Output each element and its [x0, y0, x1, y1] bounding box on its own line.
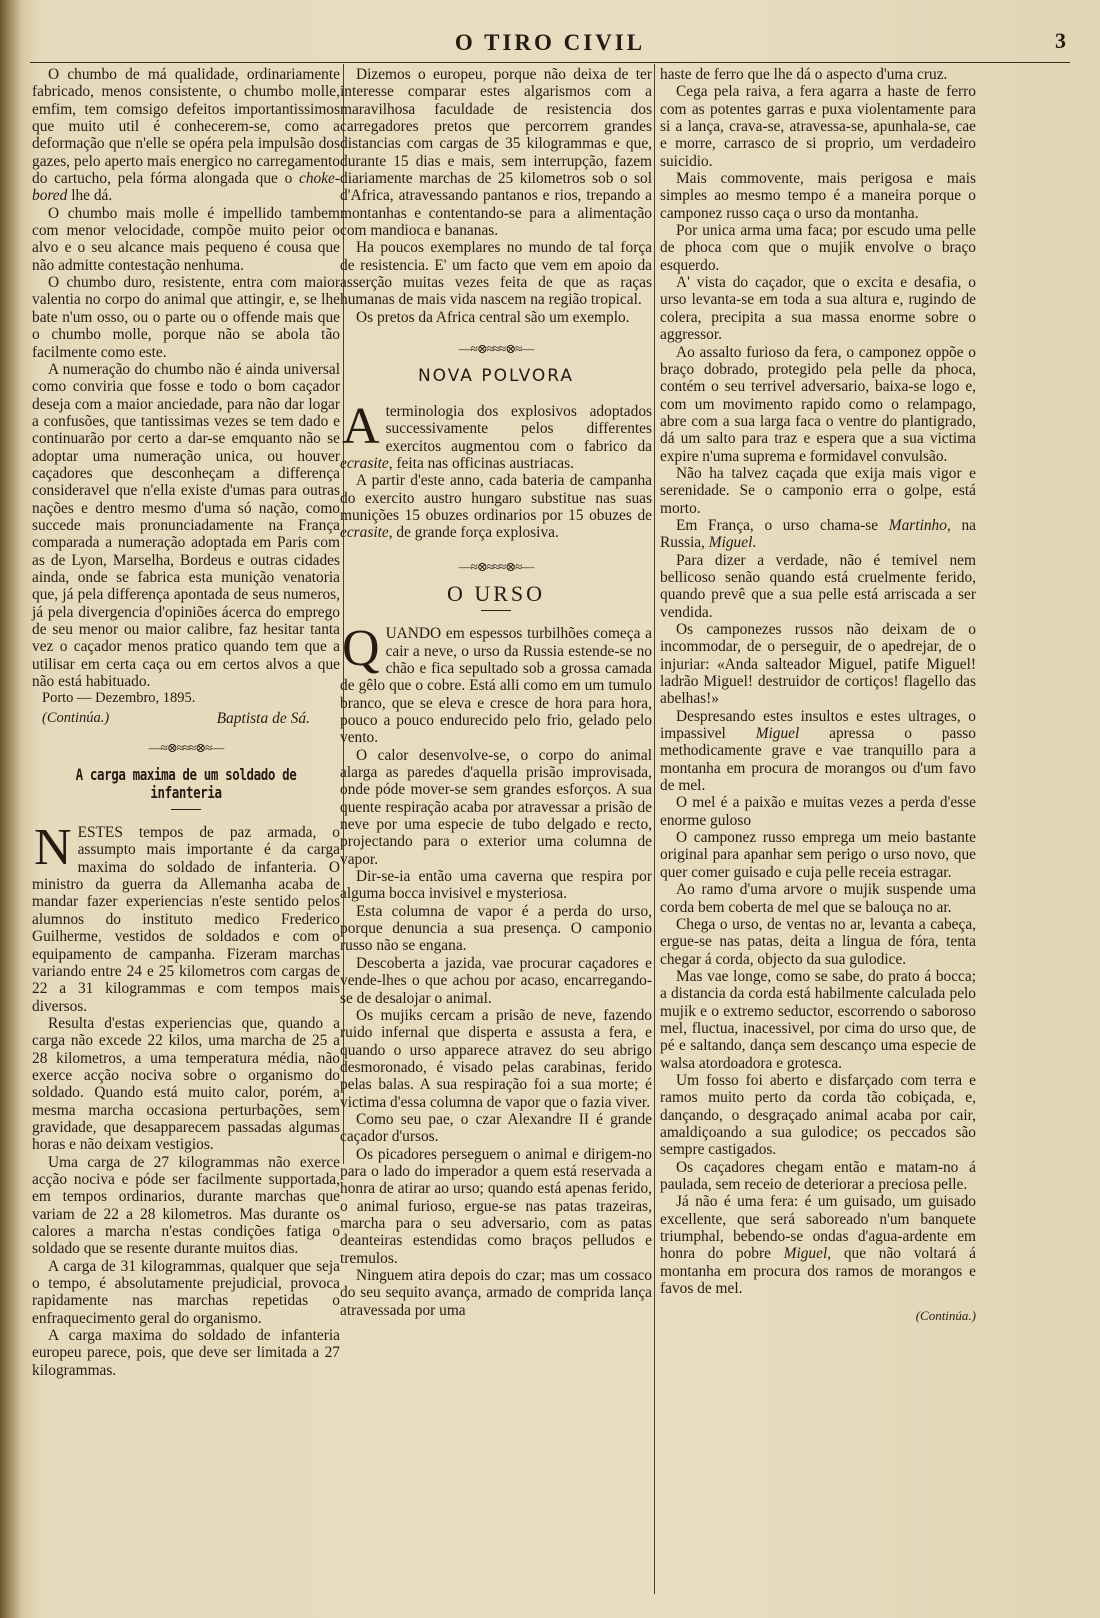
- drop-cap: Q: [342, 620, 380, 678]
- paragraph: A carga maxima do soldado de infanteria europeu parece, pois, que deve ser limitada a 27 kilogrammas.: [32, 1327, 340, 1379]
- paragraph: Cega pela raiva, a fera agarra a haste de ferro com as potentes garras e puxa violentamente para si a lança, crava-se, atravessa-se, apunhala-se, cae e morre, carrasco de si proprio, um verdadeiro suicidio.: [660, 83, 976, 170]
- paragraph: NESTES tempos de paz armada, o assumpto mais importante é da carga maxima do soldado de infanteria. O ministro da guerra da Allemanha acaba de mandar fazer experiencias n'este sentido pelos alumnos do instituto medico Frederico Guilherme, vestidos de soldados e com o equipamento de campanha. Fizeram marchas variando entre 24 e 25 kilometros com cargas de 22 a 31 kilogrammas e com tempos mais diversos.: [32, 819, 341, 1015]
- column-left: [32, 66, 340, 1379]
- paragraph: Para dizer a verdade, não é temivel nem bellicoso senão quando está cruelmente ferido, quando prevê que a sua pelle está arriscada a ser vendida.: [660, 551, 976, 621]
- continua-note: (Continúa.): [915, 1308, 976, 1324]
- paragraph: Dir-se-ia então uma caverna que respira por alguma bocca invisivel e mysteriosa.: [340, 868, 652, 903]
- paragraph: Despresando estes insultos e estes ultrages, o impassivel Miguel apressa o passo methodicamente grave e vae tranquillo para a montanha em procura de morangos ou d'um favo de mel.: [660, 707, 976, 795]
- paragraph: Ao ramo d'uma arvore o mujik suspende uma corda bem coberta de mel que se balouça no ar.: [660, 881, 976, 916]
- paragraph: O calor desenvolve-se, o corpo do animal alarga as paredes d'aquella prisão improvisada, onde póde mover-se sem grandes esforços. A sua quente respiração acaba por atravessar a prisão de neve por uma especie de tubo delgado e recto, projectando para o exterior uma columna de vapor.: [340, 746, 652, 868]
- paragraph: Os pretos da Africa central são um exemplo.: [356, 308, 630, 326]
- paragraph: Chega o urso, de ventas no ar, levanta a cabeça, ergue-se nas patas, deita a lingua de fóra, tenta chegar á corda, objecto da sua gulodice.: [660, 915, 976, 968]
- paragraph: Os mujiks cercam a prisão de neve, fazendo ruido infernal que disperta e assusta a fera, e quando o urso apparece atravez do seu abrigo desmoronado, é visado pelas carabinas, ferido pelas balas. A sua respiração foi a sua morte; é victima d'essa columna de vapor que o fazia viver.: [340, 1006, 652, 1111]
- paragraph: Os caçadores chegam então e matam-no á paulada, sem receio de deteriorar a preciosa pelle.: [660, 1158, 976, 1193]
- paragraph: Os camponezes russos não deixam de o incommodar, de o perseguir, de o apedrejar, de o injuriar: «Anda salteador Miguel, patife Miguel! ladrão Miguel! destruidor de cortiços! flagello das abelhas!»: [660, 621, 976, 708]
- short-rule: [481, 610, 511, 611]
- column-right: [660, 66, 976, 1325]
- ornament-divider: —≈⊗≈≈≈⊗≈—: [148, 740, 224, 756]
- paragraph: Mas vae longe, como se sabe, do prato á bocca; a distancia da corda está habilmente calculada pelo mujik e o extremo seductor, escorrendo o saboroso mel, fluctua, inacessivel, por cima do urso que, de pé e saltando, dança sem descanço uma especie de walsa atordoadora e grotesca.: [660, 967, 976, 1072]
- paragraph: Esta columna de vapor é a perda do urso, porque denuncia a sua presença. O camponio russo não se engana.: [340, 902, 652, 955]
- signature-line: [32, 710, 340, 727]
- paragraph: A carga de 31 kilogrammas, qualquer que seja o tempo, é absolutamente prejudicial, provoca rapidamente nas marchas repetidas o enfraquecimento geral do organismo.: [32, 1257, 340, 1327]
- paragraph: Mais commovente, mais perigosa e mais simples ao mesmo tempo é a maneira porque o camponez russo caça o urso da montanha.: [660, 170, 976, 222]
- column-middle: [340, 66, 652, 1319]
- drop-cap: A: [342, 397, 380, 455]
- paragraph: Como seu pae, o czar Alexandre II é grande caçador d'ursos.: [340, 1110, 652, 1146]
- paragraph: O chumbo mais molle é impellido tambem com menor velocidade, compõe muito peior o alvo e o seu alcance mais pequeno é cousa que não admitte contestação nenhuma.: [32, 204, 340, 274]
- article-heading: NOVA POLVORA: [417, 365, 575, 386]
- short-rule: [171, 809, 201, 810]
- paragraph: Já não é uma fera: é um guisado, um guisado excellente, que será saboreado n'um banquete triumphal, bebendo-se ondas d'agua-ardente em honra do pobre Miguel, que não voltará á montanha em procura dos ramos de morangos e favos de mel.: [660, 1193, 976, 1298]
- dateline: Porto — Dezembro, 1895.: [42, 690, 196, 707]
- paragraph: Dizemos o europeu, porque não deixa de ter interesse comparar estes algarismos com a maravilhosa faculdade de resistencia dos carregadores pretos que percorrem grandes distancias com cargas de 35 kilogrammas e que, durante 15 dias e mais, sem interrupção, fazem diariamente marchas de 25 kilometros sob o sol d'Africa, atravessando pantanos e rios, trepando a montanhas e contentando-se para a alimentação com mandioca e bananas.: [340, 66, 652, 240]
- page-header: [30, 22, 1070, 63]
- paragraph: A' vista do caçador, que o excita e desafia, o urso levanta-se em toda a sua altura e, rugindo de colera, precipita a sua massa enorme sobre o aggressor.: [660, 274, 976, 344]
- paragraph: Não ha talvez caçada que exija mais vigor e serenidade. Se o camponio erra o golpe, está morto.: [660, 464, 976, 517]
- paragraph: O chumbo de má qualidade, ordinariamente fabricado, menos consistente, o chumbo molle, emfim, tem comsigo defeitos importantissimos que muito util é conhecerem-se, como a deformação que n'elle se opéra pela impulsão dos gazes, pelo aperto mais energico no carregamento do cartucho, pela fórma alongada que o choke-bored lhe dá.: [32, 66, 340, 205]
- paragraph: Ha poucos exemplares no mundo de tal força de resistencia. E' um facto que vem em apoio da asserção muitas vezes feita de que as raças humanas de mais vida nascem na região tropical.: [340, 239, 652, 309]
- paragraph: Uma carga de 27 kilogrammas não exerce acção nociva e póde ser facilmente supportada, em tempos ordinarios, durante marchas que variam de 22 a 28 kilometros. Mas durante os calores a marcha n'estas condições fatiga o soldado que se resente durante muitos dias.: [32, 1153, 340, 1258]
- article-heading: A carga maxima de um soldado de infanteria: [75, 765, 297, 802]
- paragraph: Em França, o urso chama-se Martinho, na Russia, Miguel.: [660, 516, 976, 552]
- continua-note: (Continúa.): [42, 709, 110, 726]
- paragraph: O chumbo duro, resistente, entra com maior valentia no corpo do animal que attingir, e, se lhe bate n'um osso, ou o parte ou o offende mais que o chumbo molle, porque não se abola tão facilmente como este.: [32, 274, 340, 361]
- column-divider: [654, 64, 655, 1594]
- paragraph: haste de ferro que lhe dá o aspecto d'uma cruz.: [660, 66, 948, 83]
- paragraph: A numeração do chumbo não é ainda universal como conviria que fosse e todo o bom caçador deseja com a maior anciedade, para não dar logar a confusões, que tantissimas vezes se tem dado e continuarão por certo a dar-se emquanto não se adoptar uma numeração unica, ou houver caçadores que desconheçam a differença consideravel que n'ella existe d'umas para outras nações e dentro mesmo d'uma só nação, como succede mais pronunciadamente na França comparada a numeração adoptada em Paris com as de Lyon, Marselha, Bordeus e outras cidades ainda, onde se fabrica esta munição venatoria que, já pela differença apontada de seus numeros, já pela divergencia d'opiniões ácerca do emprego de seu menor ou maior calibre, faz hesitar tanta vez o caçador menos pratico quando tem que a utilisar em certa caça ou em certos alvos a que não está habituado.: [32, 360, 340, 691]
- paragraph: Ninguem atira depois do czar; mas um cossaco do seu sequito avança, armado de comprida lança atravessada por uma: [340, 1267, 652, 1319]
- page-number: 3: [1055, 28, 1066, 53]
- drop-cap: N: [34, 819, 72, 877]
- article-heading: O URSO: [446, 580, 546, 606]
- ornament-divider: —≈⊗≈≈≈⊗≈—: [458, 558, 534, 574]
- paragraph: Ao assalto furioso da fera, o camponez oppõe o braço dobrado, protegido pela pelle da phoca, contém o seu terrivel adversario, baixa-se logo e, com um movimento rapido como o relampago, abre com a sua larga faca o ventre do plantigrado, dá um salto para traz e espera que a sua victima expire n'uma suprema e formidavel convulsão.: [660, 343, 976, 465]
- paragraph: O camponez russo emprega um meio bastante original para apanhar sem perigo o urso novo, que quer comer guisado e cuja pelle receia estragar.: [660, 829, 976, 881]
- paragraph: Resulta d'estas experiencias que, quando a carga não excede 22 kilos, uma marcha de 25 a 28 kilometros, a uma temperatura média, não exerce acção nociva sobre o organismo do soldado. Quando está muito calor, porém, a mesma marcha occasiona perturbações, sem gravidade, que desapparecem passadas algumas horas e não deixam vestigios.: [32, 1014, 340, 1154]
- ornament-divider: —≈⊗≈≈≈⊗≈—: [458, 341, 534, 357]
- paragraph: Um fosso foi aberto e disfarçado com terra e ramos muito perto da corda tão cobiçada, e, dançando, o desgraçado animal acaba por cair, amaldiçoando a sua gulodice; os peccados são sempre castigados.: [660, 1071, 976, 1159]
- paragraph: Descoberta a jazida, vae procurar caçadores e vende-lhes o que achou por acaso, encarregando-se de desalojar o animal.: [340, 954, 652, 1007]
- paragraph: QUANDO em espessos turbilhões começa a cair a neve, o urso da Russia estende-se no chão e fica sepultado sob a grossa camada de gêlo que o cobre. Está alli como em um tumulo branco, que se eleva e cresce de hora para hora, pouco a pouco endurecido pelo frio, gelado pelo vento.: [340, 620, 652, 747]
- paragraph: O mel é a paixão e muitas vezes a perda d'esse enorme guloso: [660, 794, 976, 829]
- author-name: Baptista de Sá.: [216, 709, 310, 727]
- paragraph: A partir d'este anno, cada bateria de campanha do exercito austro hungaro substitue nas suas munições 15 obuzes ordinarios por 15 obuzes de ecrasite, de grande força explosiva.: [340, 472, 652, 542]
- paragraph: Aterminologia dos explosivos adoptados successivamente pelos differentes exercitos augmentou com o fabrico da ecrasite, feita nas officinas austriacas.: [340, 397, 652, 472]
- paragraph: Os picadores perseguem o animal e dirigem-no para o lado do imperador a quem está reservada a honra de atirar ao urso; quando está apenas ferido, o animal furioso, ergue-se nas patas trazeiras, marcha para o seu adversario, com as patas deanteiras estendidas como braços pelludos e tremulos.: [340, 1145, 652, 1267]
- masthead-title: O TIRO CIVIL: [454, 30, 646, 55]
- paragraph: Por unica arma uma faca; por escudo uma pelle de phoca com que o mujik envolve o braço esquerdo.: [660, 222, 976, 274]
